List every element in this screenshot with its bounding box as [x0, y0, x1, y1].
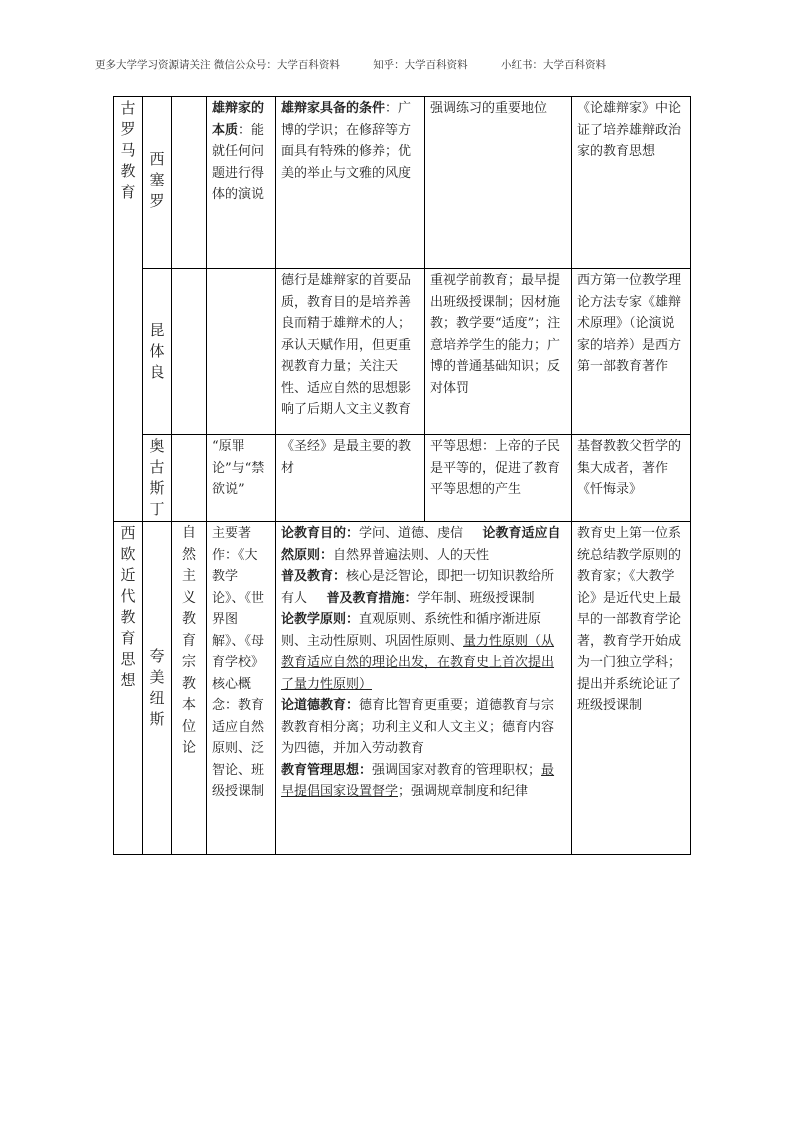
- person-augustine: 奥古斯丁: [143, 435, 172, 522]
- table-row: [114, 435, 691, 522]
- header-zhihu: 知乎：大学百科资料: [373, 59, 468, 71]
- header-xiaohongshu: 小红书：大学百科资料: [501, 59, 607, 71]
- comenius-works: 主要著作：《大教学论》、《世界图解》、《母育学校》核心概念：教育适应自然原则、泛智论、班级授课制: [207, 522, 276, 855]
- person-comenius: 夸美纽斯: [143, 522, 172, 855]
- thought-cell-empty: [172, 269, 207, 435]
- thought-cell-empty: [172, 435, 207, 522]
- quintilian-work: 西方第一位教学理论方法专家《雄辩术原理》（论演说家的培养）是西方第一部教育著作: [572, 269, 691, 435]
- cicero-work: 《论雄辩家》中论证了培养雄辩政治家的教育思想: [572, 97, 691, 269]
- person-quintilian: 昆体良: [143, 269, 172, 435]
- table-row: [114, 522, 691, 855]
- augustine-bible: 《圣经》是最主要的教材: [276, 435, 425, 522]
- table-row: [114, 269, 691, 435]
- cicero-practice: 强调练习的重要地位: [425, 97, 572, 269]
- cicero-essence: 雄辩家的本质：能就任何问题进行得体的演说: [207, 97, 276, 269]
- quintilian-virtue: 德行是雄辩家的首要品质，教育目的是培养善良而精于雄辩术的人；承认天赋作用，但更重视教育力量；关注天性、适应自然的思想影响了后期人文主义教育: [276, 269, 425, 435]
- augustine-equality: 平等思想：上帝的子民是平等的，促进了教育平等思想的产生: [425, 435, 572, 522]
- comenius-moral-education: 论道德教育：德育比智育更重要；道德教育与宗教教育相分离；功利主义和人文主义；德育内容为四德，并加入劳动教育: [281, 698, 555, 756]
- comenius-purpose: 论教育目的：学问、道德、虔信 论教育适应自然原则：自然界普遍法则、人的天性: [281, 526, 561, 563]
- quintilian-teaching: 重视学前教育；最早提出班级授课制；因材施教；教学要“适度”；注意培养学生的能力；广博的普通基础知识；反对体罚: [425, 269, 572, 435]
- page-header: [95, 57, 636, 72]
- comenius-contribution: 教育史上第一位系统总结教学原则的教育家；《大教学论》是近代史上最早的一部教育学论著，教育学开始成为一门独立学科；提出并系统论证了班级授课制: [572, 522, 691, 855]
- era-cell-western-europe: 西欧近代教育思想: [114, 522, 143, 855]
- table-row: [114, 97, 691, 269]
- comenius-thought: 自然主义教育宗教本位论: [172, 522, 207, 855]
- augustine-original-sin: “原罪论”与“禁欲说”: [207, 435, 276, 522]
- comenius-universal-education: 普及教育：核心是泛智论，即把一切知识教给所有人 普及教育措施：学年制、班级授课制 论教学原则：直观原则、系统性和循序渐进原则、主动性原则、巩固性原则、量力性原则（从教育适应自然的理论出发，在教育史上首次提出了量力性原则）: [281, 569, 555, 692]
- education-history-table: [113, 96, 691, 855]
- augustine-work: 基督教教父哲学的集大成者，著作《忏悔录》: [572, 435, 691, 522]
- quintilian-col4-empty: [207, 269, 276, 435]
- person-cicero: 西塞罗: [143, 97, 172, 269]
- header-wechat: 更多大学学习资源请关注 微信公众号：大学百科资料: [95, 59, 340, 71]
- cicero-conditions: 雄辩家具备的条件：广博的学识；在修辞等方面具有特殊的修养；优美的举止与文雅的风度: [276, 97, 425, 269]
- comenius-education-theory: [276, 522, 572, 855]
- comenius-management: 教育管理思想：强调国家对教育的管理职权；最早提倡国家设置督学；强调规章制度和纪律: [281, 762, 555, 799]
- era-cell-ancient-rome: 古罗马教育: [114, 97, 143, 522]
- thought-cell-empty: [172, 97, 207, 269]
